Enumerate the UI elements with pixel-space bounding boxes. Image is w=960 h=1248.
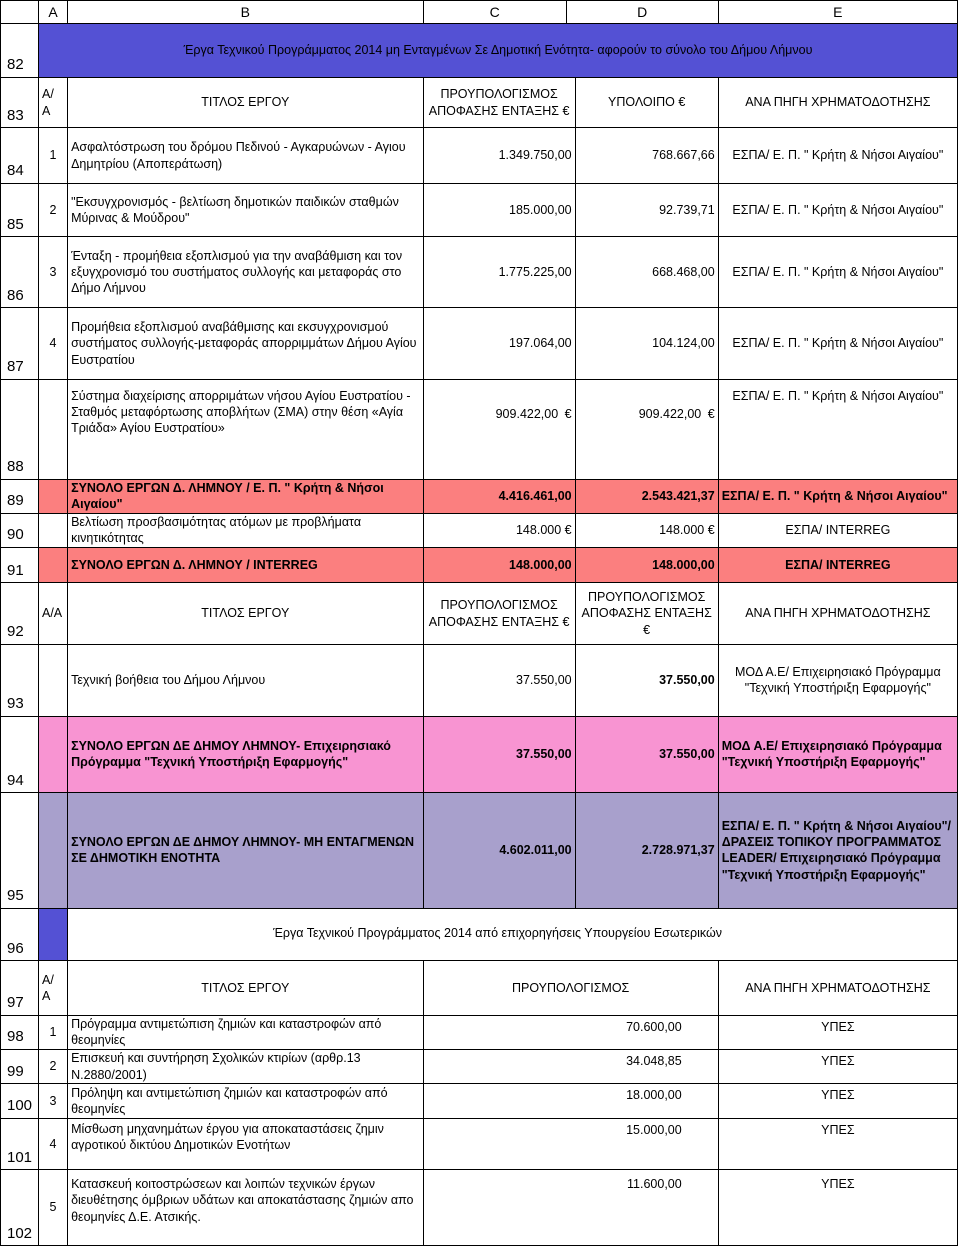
cell-title[interactable]: Επισκευή και συντήρηση Σχολικών κτιρίων (αρθρ.13 Ν.2880/2001) (68, 1049, 424, 1083)
cell-aa[interactable]: 4 (39, 308, 68, 380)
table-row (1, 583, 958, 645)
cell-remaining[interactable]: 104.124,00 (575, 308, 718, 380)
cell-remaining[interactable] (575, 379, 718, 479)
row-number[interactable]: 92 (1, 583, 39, 645)
header-aa[interactable]: Α/ Α (39, 961, 68, 1016)
row-number[interactable]: 85 (1, 183, 39, 237)
cell-budget[interactable]: 11.600,00 (423, 1170, 718, 1246)
table-row (1, 908, 958, 961)
row-number[interactable]: 95 (1, 793, 39, 908)
row-number[interactable]: 99 (1, 1049, 39, 1083)
row-number[interactable]: 102 (1, 1170, 39, 1246)
cell-aa[interactable]: 1 (39, 128, 68, 184)
table-row (1, 479, 958, 513)
grand-total-funding[interactable]: ΕΣΠΑ/ Ε. Π. " Κρήτη & Νήσοι Αιγαίου"/ ΔΡΑΣΕΙΣ ΤΟΠΙΚΟΥ ΠΡΟΓΡΑΜΜΑΤΟΣ LEADER/ Επιχειρησιακό Πρόγραμμα "Τεχνική Υποστήριξη Εφαρμογής" (718, 793, 957, 908)
cell-title[interactable]: Σύστημα διαχείρισης απορριμάτων νήσου Αγίου Ευστρατίου - Σταθμός μεταφόρτωσης αποβλήτων (ΣΜΑ) στην θέση «Αγία Τριάδα» Αγίου Ευστρατίου» (68, 379, 424, 479)
header-funding[interactable]: ΑΝΑ ΠΗΓΗ ΧΡΗΜΑΤΟΔΟΤΗΣΗΣ (718, 961, 957, 1016)
grand-total-budget[interactable]: 4.602.011,00 (423, 793, 575, 908)
cell-aa[interactable] (39, 547, 68, 582)
table-row (1, 716, 958, 793)
total-espa-label[interactable]: ΣΥΝΟΛΟ ΕΡΓΩΝ Δ. ΛΗΜΝΟΥ / Ε. Π. " Κρήτη & Νήσοι Αιγαίου" (68, 479, 424, 513)
table-row (1, 1170, 958, 1246)
cell-funding[interactable]: ΥΠΕΣ (718, 1118, 957, 1170)
total-mod-funding[interactable]: ΜΟΔ Α.Ε/ Επιχειρησιακό Πρόγραμμα "Τεχνική Υποστήριξη Εφαρμογής" (718, 716, 957, 793)
header-aa[interactable]: Α/ Α (39, 77, 68, 128)
euro-sign: € (707, 523, 715, 538)
cell-budget[interactable]: 197.064,00 (423, 308, 575, 380)
table-row (1, 237, 958, 308)
row-number[interactable]: 94 (1, 716, 39, 793)
cell-remaining[interactable]: 768.667,66 (575, 128, 718, 184)
header-title[interactable]: ΤΙΤΛΟΣ ΕΡΓΟΥ (68, 961, 424, 1016)
row-number[interactable]: 84 (1, 128, 39, 184)
cell-title[interactable]: Ένταξη - προμήθεια εξοπλισμού για την αναβάθμιση και τον εξυγχρονισμό του συστήματος συλλογής και μεταφοράς στο Δήμο Λήμνου (68, 237, 424, 308)
table-row (1, 24, 958, 78)
cell-aa[interactable] (39, 379, 68, 479)
euro-sign: € (564, 523, 572, 538)
column-header-a[interactable]: A (39, 1, 68, 24)
cell-remaining[interactable]: 37.550,00 (575, 644, 718, 716)
cell-aa[interactable]: 2 (39, 183, 68, 237)
row-number[interactable]: 96 (1, 908, 39, 961)
cell-aa[interactable]: 4 (39, 1118, 68, 1170)
table-row (1, 547, 958, 582)
table-row (1, 644, 958, 716)
cell-remaining-value: 909.422,00 (638, 406, 702, 421)
cell-title[interactable]: Προμήθεια εξοπλισμού αναβάθμισης και εκσυγχρονισμού συστήματος συλλογής-μεταφοράς απορριμμάτων Δήμου Αγίου Ευστρατίου (68, 308, 424, 380)
cell-funding[interactable]: ΥΠΕΣ (718, 1015, 957, 1049)
cell-title[interactable]: "Εκσυγχρονισμός - βελτίωση δημοτικών παιδικών σταθμών Μύρινας & Μούδρου" (68, 183, 424, 237)
cell-funding[interactable]: ΥΠΕΣ (718, 1084, 957, 1118)
row-number[interactable]: 91 (1, 547, 39, 582)
cell-title[interactable]: Τεχνική βοήθεια του Δήμου Λήμνου (68, 644, 424, 716)
row-number[interactable]: 88 (1, 379, 39, 479)
cell-title[interactable]: Βελτίωση προσβασιμότητας ατόμων με προβλήματα κινητικότητας (68, 513, 424, 547)
cell-aa[interactable] (39, 513, 68, 547)
cell-funding[interactable]: ΕΣΠΑ/ Ε. Π. " Κρήτη & Νήσοι Αιγαίου" (718, 183, 957, 237)
table-row (1, 513, 958, 547)
table-row (1, 1049, 958, 1083)
cell-budget[interactable]: 185.000,00 (423, 183, 575, 237)
table-row (1, 1118, 958, 1170)
cell-budget[interactable]: 1.349.750,00 (423, 128, 575, 184)
cell-funding[interactable]: ΕΣΠΑ/ Ε. Π. " Κρήτη & Νήσοι Αιγαίου" (718, 237, 957, 308)
cell-aa[interactable] (39, 479, 68, 513)
cell-budget[interactable] (423, 379, 575, 479)
cell-budget[interactable]: 37.550,00 (423, 644, 575, 716)
table-row (1, 379, 958, 479)
cell-aa[interactable] (39, 644, 68, 716)
table-row (1, 77, 958, 128)
cell-remaining-value: 148.000 (659, 523, 705, 538)
table-row (1, 183, 958, 237)
total-mod-remaining[interactable]: 37.550,00 (575, 716, 718, 793)
total-espa-funding[interactable]: ΕΣΠΑ/ Ε. Π. " Κρήτη & Νήσοι Αιγαίου" (718, 479, 957, 513)
euro-sign: € (707, 406, 715, 421)
column-header-e-label: E (833, 4, 843, 21)
column-header-b[interactable]: B (68, 1, 424, 24)
row-number[interactable]: 101 (1, 1118, 39, 1170)
column-header-e[interactable] (718, 1, 957, 24)
cell-budget[interactable]: 15.000,00 (423, 1118, 718, 1170)
cell-aa[interactable]: 2 (39, 1049, 68, 1083)
cell-funding[interactable]: ΕΣΠΑ/ Ε. Π. " Κρήτη & Νήσοι Αιγαίου" (718, 379, 957, 479)
cell-budget[interactable]: 34.048,85 (423, 1049, 718, 1083)
cell-remaining[interactable] (575, 513, 718, 547)
section1-title[interactable]: Έργα Τεχνικού Προγράμματος 2014 μη Ενταγμένων Σε Δημοτική Ενότητα- αφορούν το σύνολο του Δήμου Λήμνου (39, 24, 958, 78)
cell-budget-value: 909.422,00 (495, 406, 559, 421)
row-number[interactable]: 86 (1, 237, 39, 308)
table-row (1, 308, 958, 380)
total-mod-label[interactable]: ΣΥΝΟΛΟ ΕΡΓΩΝ ΔΕ ΔΗΜΟΥ ΛΗΜΝΟΥ- Επιχειρησιακό Πρόγραμμα "Τεχνική Υποστήριξη Εφαρμογής" (68, 716, 424, 793)
total-espa-remaining[interactable]: 2.543.421,37 (575, 479, 718, 513)
total-interreg-remaining[interactable]: 148.000,00 (575, 547, 718, 582)
row-number[interactable]: 82 (1, 24, 39, 78)
header-budget[interactable]: ΠΡΟΥΠΟΛΟΓΙΣΜΟΣ ΑΠΟΦΑΣΗΣ ΕΝΤΑΞΗΣ € (423, 77, 575, 128)
cell-remaining[interactable]: 668.468,00 (575, 237, 718, 308)
cell-budget[interactable] (423, 513, 575, 547)
grand-total-label[interactable]: ΣΥΝΟΛΟ ΕΡΓΩΝ ΔΕ ΔΗΜΟΥ ΛΗΜΝΟΥ- ΜΗ ΕΝΤΑΓΜΕΝΩΝ ΣΕ ΔΗΜΟΤΙΚΗ ΕΝΟΤΗΤΑ (68, 793, 424, 908)
section2-title-text: Έργα Τεχνικού Προγράμματος 2014 από επιχορηγήσεις Υπουργείου Εσωτερικών (273, 925, 722, 940)
cell-aa[interactable]: 5 (39, 1170, 68, 1246)
row-number[interactable]: 90 (1, 513, 39, 547)
total-interreg-label[interactable]: ΣΥΝΟΛΟ ΕΡΓΩΝ Δ. ΛΗΜΝΟΥ / INTERREG (68, 547, 424, 582)
header-title[interactable]: ΤΙΤΛΟΣ ΕΡΓΟΥ (68, 77, 424, 128)
header-budget-2[interactable]: ΠΡΟΥΠΟΛΟΓΙΣΜΟΣ ΑΠΟΦΑΣΗΣ ΕΝΤΑΞΗΣ € (575, 583, 718, 645)
total-espa-budget[interactable]: 4.416.461,00 (423, 479, 575, 513)
column-header-row (1, 1, 958, 24)
header-funding[interactable]: ΑΝΑ ΠΗΓΗ ΧΡΗΜΑΤΟΔΟΤΗΣΗΣ (718, 583, 957, 645)
header-aa[interactable]: Α/Α (39, 583, 68, 645)
cell-aa[interactable]: 1 (39, 1015, 68, 1049)
cell-funding[interactable]: ΕΣΠΑ/ Ε. Π. " Κρήτη & Νήσοι Αιγαίου" (718, 128, 957, 184)
header-budget[interactable]: ΠΡΟΥΠΟΛΟΓΙΣΜΟΣ (423, 961, 718, 1016)
row-number[interactable]: 87 (1, 308, 39, 380)
row-number[interactable]: 89 (1, 479, 39, 513)
cell-remaining[interactable]: 92.739,71 (575, 183, 718, 237)
header-title[interactable]: ΤΙΤΛΟΣ ΕΡΓΟΥ (68, 583, 424, 645)
cell-title[interactable]: Πρόγραμμα αντιμετώπιση ζημιών και καταστροφών από θεομηνίες (68, 1015, 424, 1049)
corner-cell[interactable] (1, 1, 39, 24)
cell-funding[interactable]: ΥΠΕΣ (718, 1170, 957, 1246)
column-header-d[interactable]: D (566, 1, 718, 24)
table-row (1, 128, 958, 184)
column-header-c[interactable]: C (423, 1, 566, 24)
cell-budget[interactable]: 70.600,00 (423, 1015, 718, 1049)
table-row (1, 961, 958, 1016)
header-remaining[interactable]: ΥΠΟΛΟΙΠΟ € (575, 77, 718, 128)
row-number[interactable]: 97 (1, 961, 39, 1016)
header-funding[interactable]: ΑΝΑ ΠΗΓΗ ΧΡΗΜΑΤΟΔΟΤΗΣΗΣ (718, 77, 957, 128)
row-number[interactable]: 98 (1, 1015, 39, 1049)
cell-funding[interactable]: ΕΣΠΑ/ Ε. Π. " Κρήτη & Νήσοι Αιγαίου" (718, 308, 957, 380)
cell-title[interactable]: Πρόληψη και αντιμετώπιση ζημιών και καταστροφών από θεομηνίες (68, 1084, 424, 1118)
cell-aa[interactable] (39, 716, 68, 793)
cell-title[interactable]: Κατασκευή κοιτοστρώσεων και λοιπών τεχνικών έργων διευθέτησης όμβριων υδάτων και αποκατάστασης ζημιών απο θεομηνίες Δ.Ε. Ατσικής. (68, 1170, 424, 1246)
grand-total-remaining[interactable]: 2.728.971,37 (575, 793, 718, 908)
total-interreg-funding[interactable]: ΕΣΠΑ/ INTERREG (718, 547, 957, 582)
cell-budget[interactable]: 18.000,00 (423, 1084, 718, 1118)
cell-aa[interactable] (39, 908, 68, 961)
table-row (1, 1015, 958, 1049)
cell-aa[interactable] (39, 793, 68, 908)
cell-aa[interactable]: 3 (39, 1084, 68, 1118)
section2-title[interactable] (68, 908, 958, 961)
cell-funding[interactable]: ΜΟΔ Α.Ε/ Επιχειρησιακό Πρόγραμμα "Τεχνική Υποστήριξη Εφαρμογής" (718, 644, 957, 716)
header-budget[interactable]: ΠΡΟΥΠΟΛΟΓΙΣΜΟΣ ΑΠΟΦΑΣΗΣ ΕΝΤΑΞΗΣ € (423, 583, 575, 645)
table-row (1, 1084, 958, 1118)
cell-funding[interactable]: ΕΣΠΑ/ INTERREG (718, 513, 957, 547)
total-interreg-budget[interactable]: 148.000,00 (423, 547, 575, 582)
cell-budget[interactable]: 1.775.225,00 (423, 237, 575, 308)
cell-title[interactable]: Μίσθωση μηχανημάτων έργου για αποκαταστάσεις ζημιν αγροτικού δικτύου Δημοτικών Ενοτήτων (68, 1118, 424, 1170)
row-number[interactable]: 93 (1, 644, 39, 716)
total-mod-budget[interactable]: 37.550,00 (423, 716, 575, 793)
row-number[interactable]: 83 (1, 77, 39, 128)
cell-title[interactable]: Ασφαλτόστρωση του δρόμου Πεδινού - Αγκαρυώνων - Αγιου Δημητρίου (Αποπεράτωση) (68, 128, 424, 184)
cell-funding[interactable]: ΥΠΕΣ (718, 1049, 957, 1083)
cell-aa[interactable]: 3 (39, 237, 68, 308)
row-number[interactable]: 100 (1, 1084, 39, 1118)
table-row (1, 793, 958, 908)
cell-budget-value: 148.000 (515, 523, 562, 538)
euro-sign: € (564, 406, 572, 421)
